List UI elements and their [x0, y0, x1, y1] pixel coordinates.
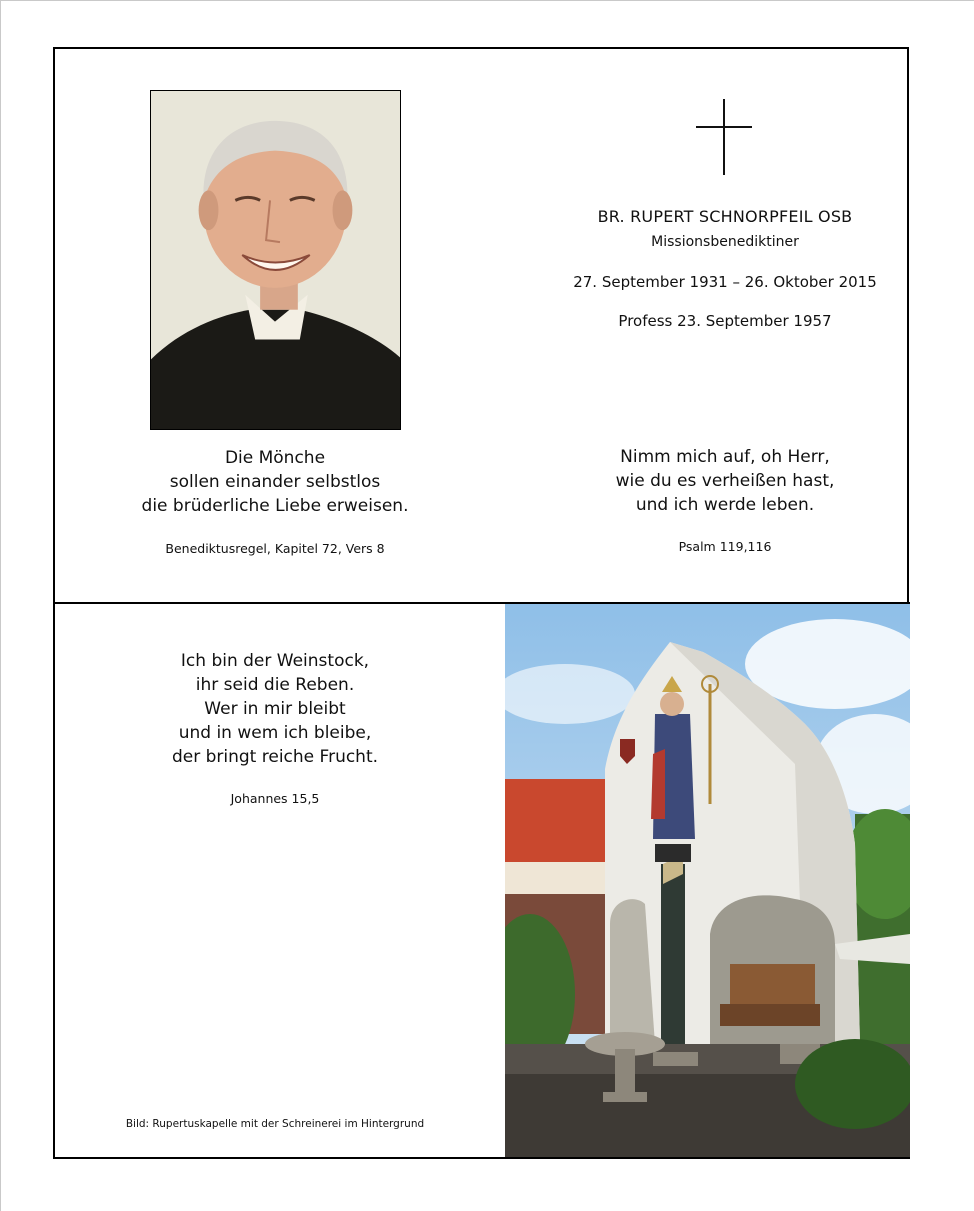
quote-john [125, 649, 425, 769]
quote-line: ihr seid die Reben. [195, 675, 355, 695]
profession-date: Profess 23. September 1957 [618, 312, 832, 330]
quote-line: sollen einander selbstlos [169, 472, 381, 492]
card-back [53, 602, 910, 1159]
deceased-name: BR. RUPERT SCHNORPFEIL OSB [597, 207, 853, 226]
page-edge-left [0, 0, 1, 1211]
image-caption: Bild: Rupertuskapelle mit der Schreinerei im Hintergrund [125, 1118, 425, 1130]
card-front [53, 47, 909, 604]
quote-psalm [525, 445, 925, 517]
quote-line: Wer in mir bleibt [204, 699, 346, 719]
quote-benedict-rule [125, 446, 425, 518]
quote-source: Benediktusregel, Kapitel 72, Vers 8 [165, 541, 385, 556]
portrait-photo [150, 90, 401, 430]
chapel-photo [505, 604, 910, 1157]
quote-source: Johannes 15,5 [230, 791, 320, 806]
quote-line: der bringt reiche Frucht. [171, 747, 379, 767]
religious-order: Missionsbenediktiner [651, 234, 799, 250]
quote-source: Psalm 119,116 [678, 539, 772, 554]
quote-line: Nimm mich auf, oh Herr, [620, 447, 830, 467]
quote-line: und ich werde leben. [635, 495, 815, 515]
cross-icon [696, 99, 752, 175]
quote-line: Ich bin der Weinstock, [180, 651, 370, 671]
page-edge-top [0, 0, 974, 1]
quote-line: Die Mönche [224, 448, 326, 468]
quote-line: wie du es verheißen hast, [615, 471, 835, 491]
life-dates: 27. September 1931 – 26. Oktober 2015 [573, 273, 877, 291]
quote-line: und in wem ich bleibe, [178, 723, 372, 743]
quote-line: die brüderliche Liebe erweisen. [141, 496, 409, 516]
